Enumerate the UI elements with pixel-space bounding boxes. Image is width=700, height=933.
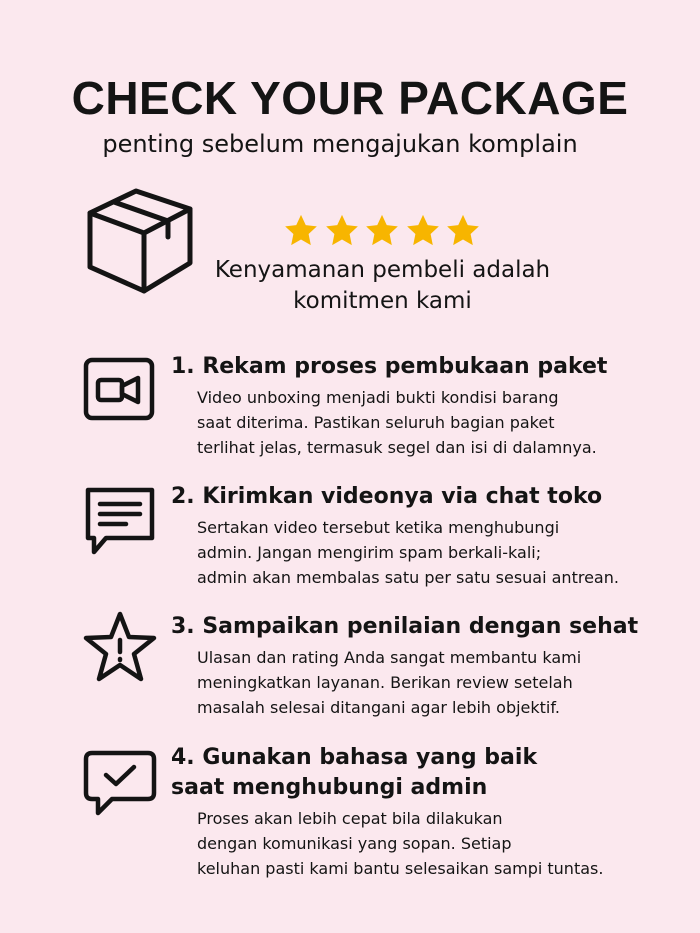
step-body-line: terlihat jelas, termasuk segel dan isi di dalamnya. (197, 438, 597, 457)
step-body (197, 806, 677, 881)
step-title: 4. Gunakan bahasa yang baik saat menghubungi admin (171, 745, 538, 800)
star-icon (282, 212, 320, 250)
step-title: 2. Kirimkan videonya via chat toko (171, 484, 603, 509)
step-body-line: dengan komunikasi yang sopan. Setiap (197, 834, 512, 853)
page-subtitle: penting sebelum mengajukan komplain (102, 130, 578, 158)
step-body-line: saat diterima. Pastikan seluruh bagian paket (197, 413, 555, 432)
step-body (197, 645, 677, 720)
step-body-line: Ulasan dan rating Anda sangat membantu kami (197, 648, 582, 667)
step-title: 1. Rekam proses pembukaan paket (171, 354, 608, 379)
check-bubble-icon (82, 749, 158, 825)
tagline-line: Kenyamanan pembeli adalah (214, 257, 551, 283)
tagline (205, 255, 560, 317)
step-body-line: Video unboxing menjadi bukti kondisi barang (197, 388, 559, 407)
step-body-line: admin. Jangan mengirim spam berkali-kali; (197, 543, 542, 562)
star-icon (444, 212, 482, 250)
star-icon (404, 212, 442, 250)
step-body (197, 385, 677, 460)
star-outline-icon (82, 610, 158, 686)
chat-bubble-icon (82, 484, 158, 560)
star-icon (323, 212, 361, 250)
box-icon (84, 183, 196, 295)
step-title: 3. Sampaikan penilaian dengan sehat (171, 614, 639, 639)
step-body-line: masalah selesai ditangani agar lebih objektif. (197, 698, 560, 717)
step-body-line: meningkatkan layanan. Berikan review setelah (197, 673, 573, 692)
video-camera-icon (82, 354, 158, 430)
star-icon (363, 212, 401, 250)
step-body (197, 515, 677, 590)
step-body-line: admin akan membalas satu per satu sesuai antrean. (197, 568, 619, 587)
step-body-line: keluhan pasti kami bantu selesaikan sampi tuntas. (197, 859, 604, 878)
step-body-line: Sertakan video tersebut ketika menghubungi (197, 518, 560, 537)
step-body-line: Proses akan lebih cepat bila dilakukan (197, 809, 503, 828)
star-rating (282, 212, 482, 250)
tagline-line: komitmen kami (293, 288, 472, 314)
page-title: CHECK YOUR PACKAGE (71, 72, 629, 124)
